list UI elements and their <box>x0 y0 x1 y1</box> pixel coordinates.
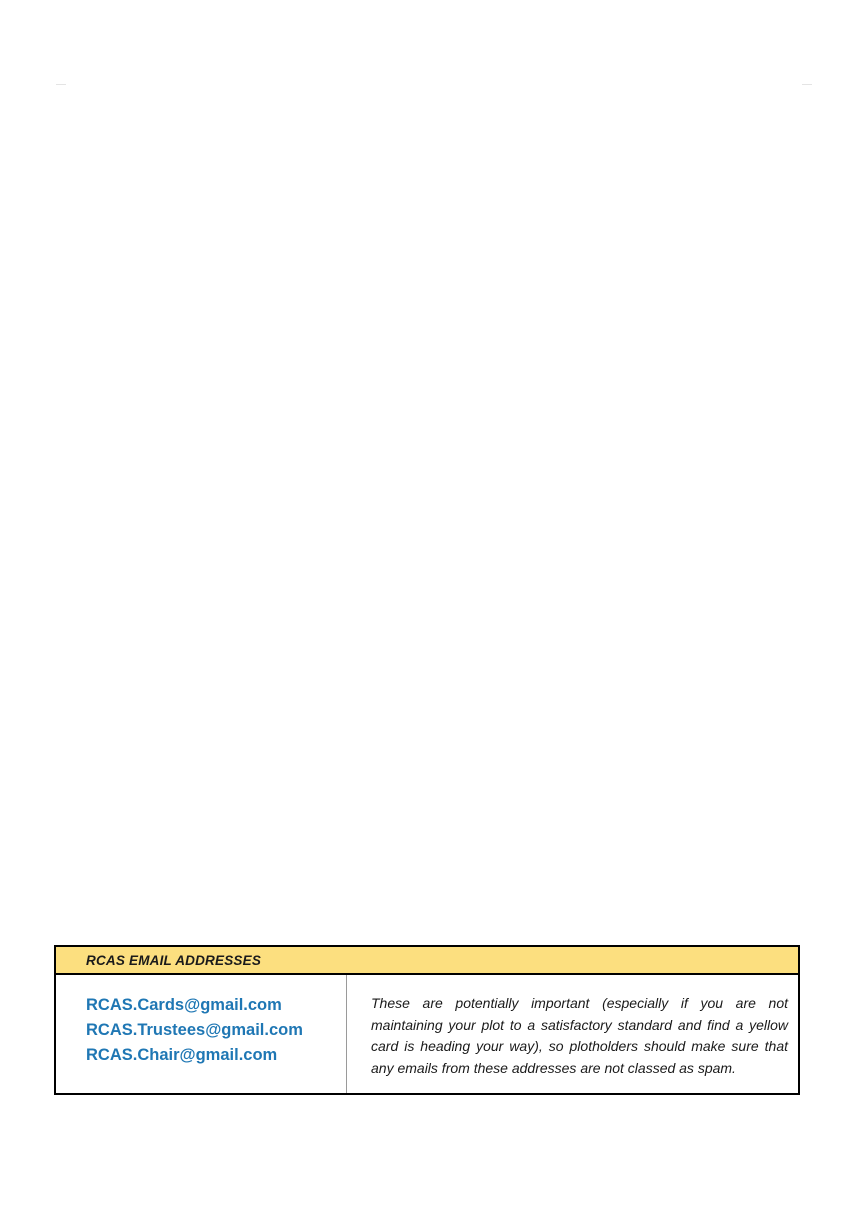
registration-tick-left <box>56 84 66 85</box>
email-link-cards[interactable]: RCAS.Cards@gmail.com <box>86 996 282 1014</box>
email-link-chair[interactable]: RCAS.Chair@gmail.com <box>86 1046 278 1064</box>
email-addresses-cell <box>56 975 347 1093</box>
rcas-email-addresses-table <box>54 945 800 1095</box>
table-body-row <box>56 975 798 1093</box>
email-note-text: These are potentially important (especially if you are not maintaining your plot to a satisfactory standard and find a yellow card is heading your way), so plotholders should make sure that any emails from these addresses are not classed as spam. <box>371 995 788 1076</box>
table-header-title: RCAS EMAIL ADDRESSES <box>86 952 262 968</box>
registration-tick-right <box>802 84 812 85</box>
email-link-trustees[interactable]: RCAS.Trustees@gmail.com <box>86 1021 303 1039</box>
table-header-row <box>56 947 798 975</box>
email-note-cell <box>347 975 798 1093</box>
